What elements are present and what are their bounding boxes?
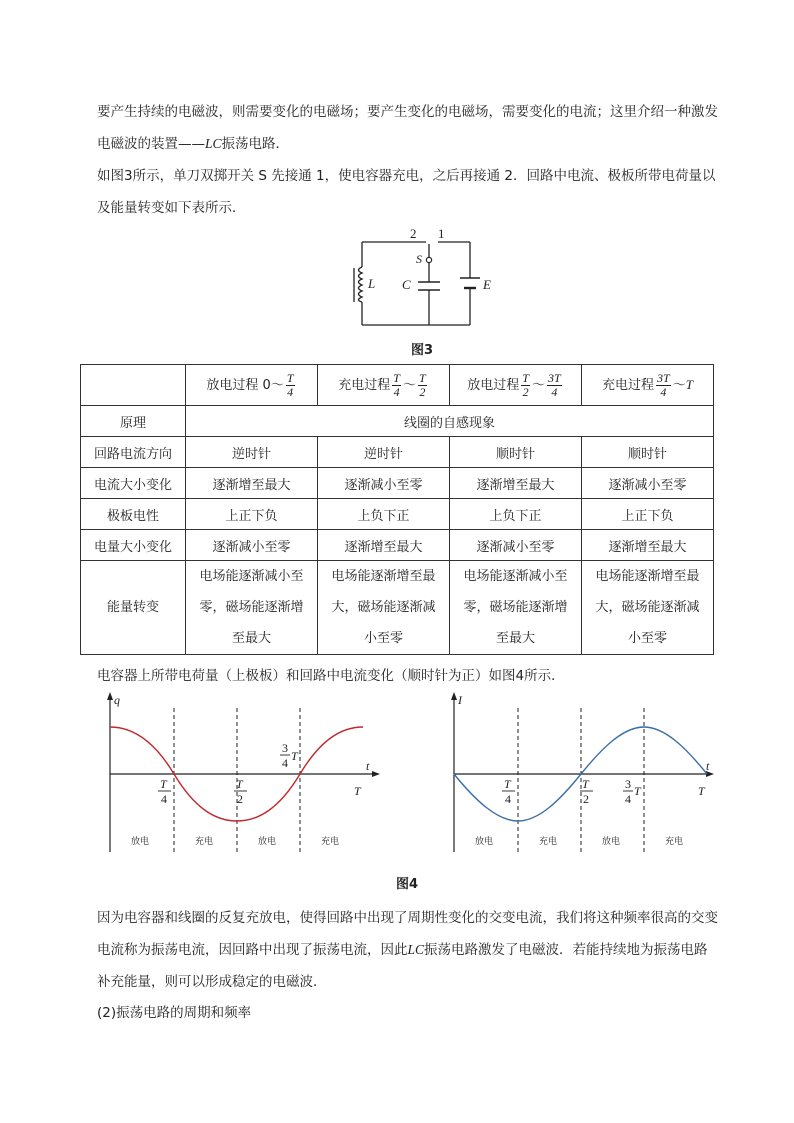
- tick-quarter-den: 4: [161, 792, 167, 806]
- current-y-label: I: [458, 693, 462, 707]
- battery-label: E: [483, 277, 491, 292]
- phase-label: 放电: [131, 837, 150, 847]
- tick-half-den: 2: [237, 792, 243, 806]
- table-cell: 顺时针: [581, 437, 713, 468]
- table-cell: 电场能逐渐增至最 大，磁场能逐渐减 小至零: [317, 561, 449, 655]
- tick-three-quarter-tail: T: [634, 784, 641, 798]
- phase-label: 放电: [602, 837, 621, 847]
- table-cell: 逐渐增至最大: [317, 530, 449, 561]
- paragraph-intro-tail: 振荡电路．: [221, 136, 290, 152]
- switch-pivot: [426, 257, 431, 262]
- figure4-caption: 图4: [395, 877, 419, 892]
- section-heading: [97, 997, 719, 1029]
- current-graph: [420, 690, 720, 860]
- figure3-caption: 图3: [410, 343, 434, 358]
- section-heading-text: (2)振荡电路的周期和频率: [97, 1005, 252, 1021]
- capacitor-label: C: [402, 277, 411, 292]
- inductor-label: L: [368, 276, 376, 291]
- table-cell: 上正下负: [581, 499, 713, 530]
- table-cell: 上负下正: [449, 499, 581, 530]
- table-cell: 逆时针: [185, 437, 317, 468]
- tick-quarter-num: T: [160, 777, 167, 791]
- paragraph-oscillation: [97, 902, 719, 998]
- row-label: 电量大小变化: [81, 530, 186, 561]
- table-cell: 逐渐增至最大: [185, 468, 317, 499]
- tick-three-quarter-tail: T: [291, 749, 298, 763]
- table-cell: 逆时针: [317, 437, 449, 468]
- charge-graph: [96, 690, 386, 860]
- tick-three-quarter-num: 3: [625, 777, 631, 791]
- table-row: [81, 437, 714, 468]
- row-label: 电流大小变化: [81, 468, 186, 499]
- lc-process-table: [80, 364, 714, 655]
- table-header-cell: 充电过程 $\frac{3T}{4}$ ～T: [581, 365, 713, 406]
- lc-term: LC: [407, 942, 425, 957]
- table-header-cell: 充电过程 $\frac{T}{4}$ ～ $\frac{T}{2}$: [317, 365, 449, 406]
- table-cell: 逐渐减小至零: [185, 530, 317, 561]
- inductor-coil: [354, 267, 362, 302]
- table-cell: 逐渐减小至零: [581, 468, 713, 499]
- row-label: 极板电性: [81, 499, 186, 530]
- table-header-cell: 放电过程 $\frac{T}{2}$ ～ $\frac{3T}{4}$: [449, 365, 581, 406]
- tick-half-den: 2: [583, 792, 589, 806]
- table-cell: 电场能逐渐增至最 大，磁场能逐渐减 小至零: [581, 561, 713, 655]
- tick-quarter-den: 4: [505, 792, 511, 806]
- paragraph-intro: [97, 96, 719, 160]
- table-cell: 电场能逐渐减小至 零，磁场能逐渐增 至最大: [449, 561, 581, 655]
- row-label: 回路电流方向: [81, 437, 186, 468]
- table-header-cell: 放电过程 0～ $\frac{T}{4}$: [185, 365, 317, 406]
- phase-label: 充电: [539, 837, 558, 847]
- table-cell: 上正下负: [185, 499, 317, 530]
- tick-three-quarter-den: 4: [282, 756, 288, 770]
- phase-label: 充电: [195, 837, 214, 847]
- phase-label: 放电: [475, 837, 494, 847]
- phase-label: 放电: [258, 837, 277, 847]
- paragraph-switch: [97, 160, 719, 224]
- table-row: [81, 499, 714, 530]
- table-cell: 顺时针: [449, 437, 581, 468]
- switch-label: S: [416, 252, 422, 266]
- current-x-label: t: [706, 759, 710, 773]
- phase-label: 充电: [665, 837, 684, 847]
- tick-period: T: [354, 784, 361, 798]
- lc-term: LC: [205, 136, 222, 151]
- paragraph-oscillation-text: 因为电容器和线圈的反复充放电，使得回路中出现了周期性变化的交变电流，我们将这种频率很高的交变电流称为振荡电流，因回路中出现了振荡电流，因此: [97, 910, 718, 958]
- charge-x-label: t: [366, 759, 370, 773]
- principle-value: 线圈的自感现象: [185, 406, 713, 437]
- paragraph-graph-intro-text: 电容器上所带电荷量（上极板）和回路中电流变化（顺时针为正）如图4所示．: [97, 668, 565, 684]
- phase-label: 充电: [321, 837, 340, 847]
- tick-half-num: T: [236, 777, 243, 791]
- table-row: [81, 406, 714, 437]
- circuit-diagram: [340, 222, 500, 334]
- table-cell: 逐渐增至最大: [581, 530, 713, 561]
- paragraph-intro-text: 要产生持续的电磁波，则需要变化的电磁场；要产生变化的电磁场，需要变化的电流；这里介绍一种激发电磁波的装置——: [97, 104, 718, 152]
- table-cell: 电场能逐渐减小至 零，磁场能逐渐增 至最大: [185, 561, 317, 655]
- table-row: [81, 530, 714, 561]
- tick-quarter-num: T: [504, 777, 511, 791]
- table-header-row: [81, 365, 714, 406]
- table-cell: 逐渐增至最大: [449, 468, 581, 499]
- tick-three-quarter-den: 4: [625, 792, 631, 806]
- paragraph-oscillation-tail: 振荡电路激发了电磁波．若能持续地为振荡电路补充能量，则可以形成稳定的电磁波．: [97, 942, 708, 990]
- contact-1-label: 1: [438, 226, 445, 241]
- paragraph-switch-text: 如图3所示，单刀双掷开关 S 先接通 1，使电容器充电，之后再接通 2．回路中电流、极板所带电荷量以及能量转变如下表所示．: [97, 168, 716, 216]
- row-label: 原理: [81, 406, 186, 437]
- row-label: 能量转变: [81, 561, 186, 655]
- tick-three-quarter-num: 3: [282, 741, 288, 755]
- tick-period: T: [698, 784, 705, 798]
- table-corner-cell: [81, 365, 186, 406]
- paragraph-graph-intro: [97, 660, 719, 692]
- table-cell: 逐渐减小至零: [449, 530, 581, 561]
- tick-half-num: T: [582, 777, 589, 791]
- table-row: [81, 468, 714, 499]
- charge-y-label: q: [114, 693, 120, 707]
- table-cell: 逐渐减小至零: [317, 468, 449, 499]
- table-row: [81, 561, 714, 655]
- contact-2-label: 2: [410, 226, 417, 241]
- table-cell: 上负下正: [317, 499, 449, 530]
